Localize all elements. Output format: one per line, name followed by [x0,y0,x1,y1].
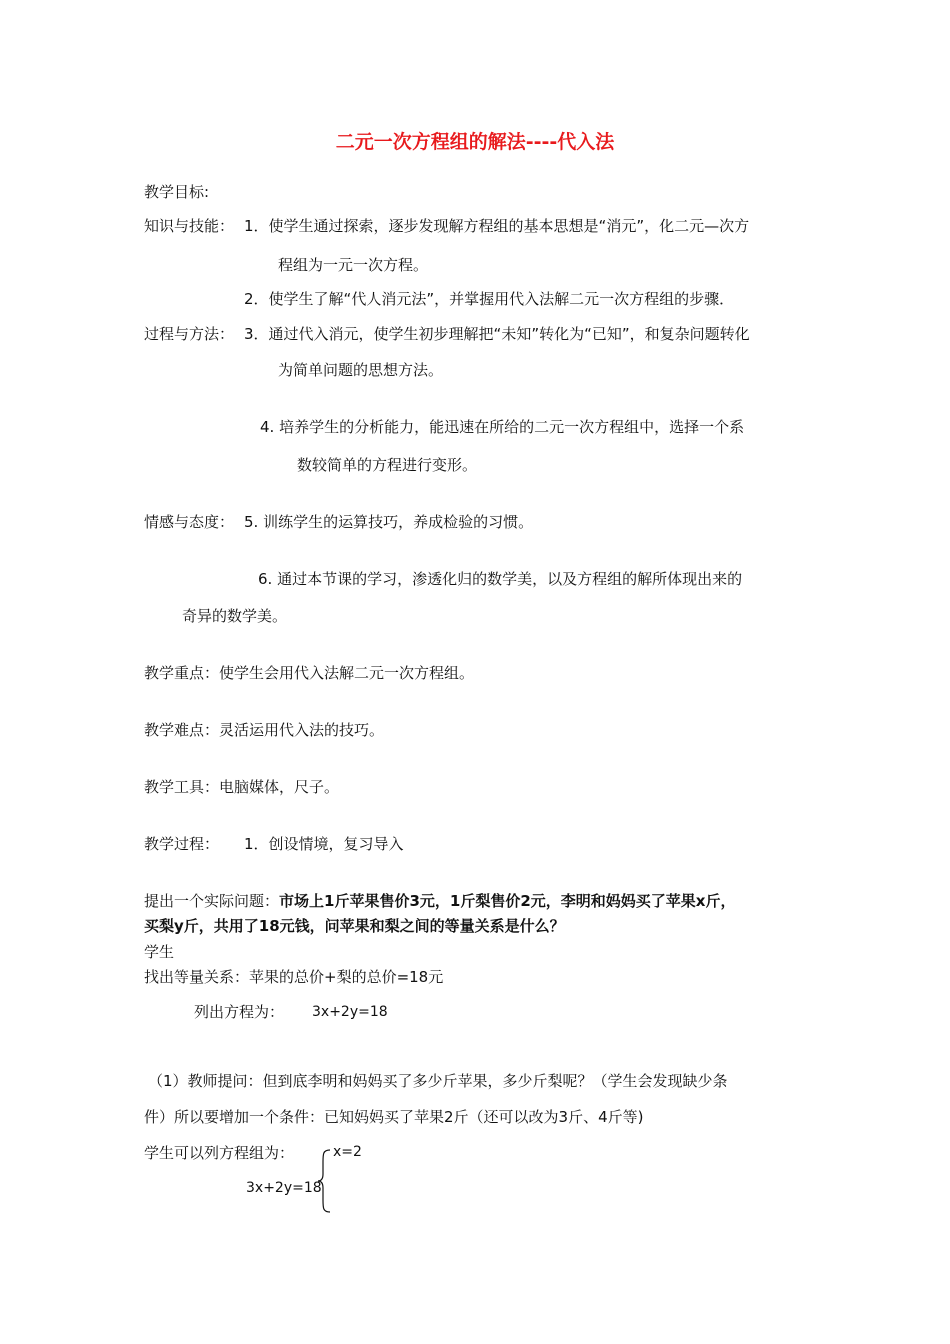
objective-6-line-1: 6. 通过本节课的学习，渗透化归的数学美，以及方程组的解所体现出来的 [258,570,743,588]
process-label: 教学过程： [144,835,220,853]
objective-2: 2．使学生了解“代人消元法”，并掌握用代入法解二元一次方程组的步骤． [244,290,735,308]
objective-4-line-2: 数较简单的方程进行变形。 [297,456,478,474]
objective-1-line-1: 1．使学生通过探索，逐步发现解方程组的基本思想是“消元”，化二元—次方 [244,217,750,235]
equation-value: 3x+2y=18 [312,1004,388,1020]
problem-line-1 [144,891,735,911]
question-line-1: （1）教师提问：但到底李明和妈妈买了多少斤苹果，多少斤梨呢？（学生会发现缺少条 [148,1072,728,1090]
objectives-heading: 教学目标: [144,183,210,201]
objective-5: 5. 训练学生的运算技巧，养成检验的习惯。 [244,513,534,531]
problem-text-a: 市场上1斤苹果售价3元，1斤梨售价2元，李明和妈妈买了苹果x斤， [279,892,736,910]
system-equation-2: 3x+2y=18 [246,1180,322,1196]
difficulty: 教学难点：灵活运用代入法的技巧。 [144,721,385,739]
key-point: 教学重点：使学生会用代入法解二元一次方程组。 [144,664,475,682]
equation-label: 列出方程为： [194,1003,285,1021]
process-method-label: 过程与方法： [144,325,235,343]
objective-4-line-1: 4. 培养学生的分析能力，能迅速在所给的二元一次方程组中，选择一个系 [260,418,745,436]
knowledge-label: 知识与技能： [144,217,235,235]
objective-3-line-2: 为简单问题的思想方法。 [278,361,444,379]
objective-6-line-2: 奇异的数学美。 [182,607,288,625]
student-label: 学生 [144,943,175,961]
question-line-2: 件）所以要增加一个条件：已知妈妈买了苹果2斤（还可以改为3斤、4斤等) [144,1108,644,1126]
objective-1-line-2: 程组为一元一次方程。 [278,256,429,274]
equal-relation: 找出等量关系：苹果的总价+梨的总价=18元 [144,968,444,986]
problem-lead: 提出一个实际问题： [144,892,280,910]
teaching-tools: 教学工具：电脑媒体，尺子。 [144,778,340,796]
problem-text-b: 买梨y斤，共用了18元钱，问苹果和梨之间的等量关系是什么？ [144,917,565,935]
system-equation-1: x=2 [333,1144,362,1160]
document-title: 二元一次方程组的解法----代入法 [335,131,615,153]
system-label: 学生可以列方程组为： [144,1144,295,1162]
objective-3-line-1: 3．通过代入消元，使学生初步理解把“未知”转化为“已知”，和复杂问题转化 [244,325,750,343]
emotion-label: 情感与态度： [144,513,235,531]
process-step-1: 1．创设情境，复习导入 [244,835,404,853]
